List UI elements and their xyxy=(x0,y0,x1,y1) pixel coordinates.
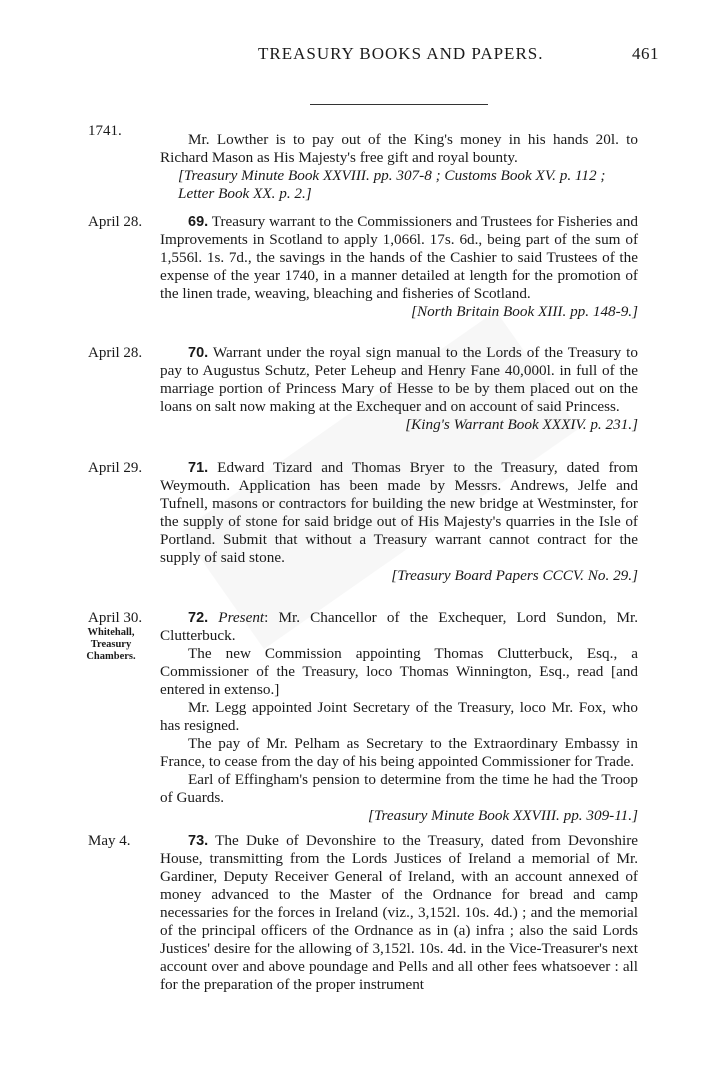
entry-number: 71. xyxy=(188,460,209,476)
entry-citation: [Treasury Board Papers CCCV. No. 29.] xyxy=(391,567,638,584)
entry-citation: [King's Warrant Book XXXIV. p. 231.] xyxy=(405,416,638,433)
entry-text: 69. Treasury warrant to the Commissioners and Trustees for Fisheries and Improvements in Scotland to apply 1,066l. 17s. 6d., being part of the sum of 1,556l. 1s. 7d., the savings in the hands of the Cashier to said Trustees of the expense of the year 1740, in a manner detailed at length for the promotion of the linen trade, weaving, bleaching and fisheries of Scotland. xyxy=(160,213,638,302)
entry-body xyxy=(160,832,638,994)
entry-citation: [Treasury Minute Book XXVIII. pp. 307-8 ; Customs Book XV. p. 112 ; Letter Book XX. p. 2.] xyxy=(178,167,606,202)
entry-text: 70. Warrant under the royal sign manual to the Lords of the Treasury to pay to Augustus Schutz, Peter Leheup and Henry Fane 40,000l. in full of the marriage portion of Princess Mary of Hesse to be by them placed out on the loans on salt now making at the Exchequer and on account of said Princess. xyxy=(160,344,638,415)
entry-body xyxy=(160,213,638,321)
entry-paragraph: The pay of Mr. Pelham as Secretary to the Extraordinary Embassy in France, to cease from the day of his being appointed Commissioner for Trade. xyxy=(160,735,638,770)
margin-date: April 30. xyxy=(88,610,143,626)
entry-paragraph: Mr. Legg appointed Joint Secretary of the Treasury, loco Mr. Fox, who has resigned. xyxy=(160,699,638,734)
running-head xyxy=(0,44,721,70)
page-number: 461 xyxy=(632,44,659,63)
entry-text: 73. The Duke of Devonshire to the Treasury, dated from Devonshire House, transmitting from the Lords Justices of Ireland a memorial of Mr. Gardiner, Deputy Receiver General of Ireland, with an account annexed of money advanced to the Master of the Ordnance for bread and camp necessaries for the forces in Ireland (viz., 3,152l. 10s. 4d.) ; and the memorial of the principal officers of the Ordnance as in (a) infra ; also the said Lords Justices' desire for the allowing of 3,152l. 10s. 4d. in the Vice-Treasurer's next account over and above poundage and Pells and all other fees whatsoever : all for the preparation of the proper instrument xyxy=(160,832,639,993)
margin-date: May 4. xyxy=(88,833,131,849)
entry-body xyxy=(160,459,638,585)
running-title: TREASURY BOOKS AND PAPERS. xyxy=(258,44,544,63)
margin-date: April 29. xyxy=(88,460,143,476)
entry-number: 72. xyxy=(188,610,209,626)
entry-present: 72. Present: Mr. Chancellor of the Exchequer, Lord Sundon, Mr. Clutterbuck. xyxy=(160,609,639,644)
entry-number: 73. xyxy=(188,833,209,849)
entry-number: 69. xyxy=(188,214,209,230)
entry-text: 71. Edward Tizard and Thomas Bryer to the Treasury, dated from Weymouth. Application has been made by Messrs. Andrews, Jelfe and Tufnell, masons or contractors for building the new bridge at Westminster, for the supply of stone for said bridge out of His Majesty's quarries in the Isle of Portland. Submit that without a Treasury warrant cannot contract for the supply of said stone. xyxy=(160,459,639,566)
margin-date: April 28. xyxy=(88,345,143,361)
entry-text: Mr. Lowther is to pay out of the King's money in his hands 20l. to Richard Mason as His Majesty's free gift and royal bounty. xyxy=(160,131,638,166)
margin-place: Whitehall, Treasury Chambers. xyxy=(86,627,136,662)
entry-paragraph: The new Commission appointing Thomas Clutterbuck, Esq., a Commissioner of the Treasury, loco Thomas Winnington, Esq., read [and entered in extenso.] xyxy=(160,645,638,698)
entry-body xyxy=(160,609,638,825)
entry-body xyxy=(160,344,638,434)
margin-year: 1741. xyxy=(88,123,122,139)
entry-citation: [Treasury Minute Book XXVIII. pp. 309-11.] xyxy=(368,807,638,824)
entry-citation: [North Britain Book XIII. pp. 148-9.] xyxy=(411,303,638,320)
entry-paragraph: Earl of Effingham's pension to determine from the time he had the Troop of Guards. xyxy=(160,771,638,806)
header-rule xyxy=(310,104,488,105)
margin-date: April 28. xyxy=(88,214,143,230)
entry-number: 70. xyxy=(188,345,209,361)
entry-body xyxy=(160,131,638,203)
